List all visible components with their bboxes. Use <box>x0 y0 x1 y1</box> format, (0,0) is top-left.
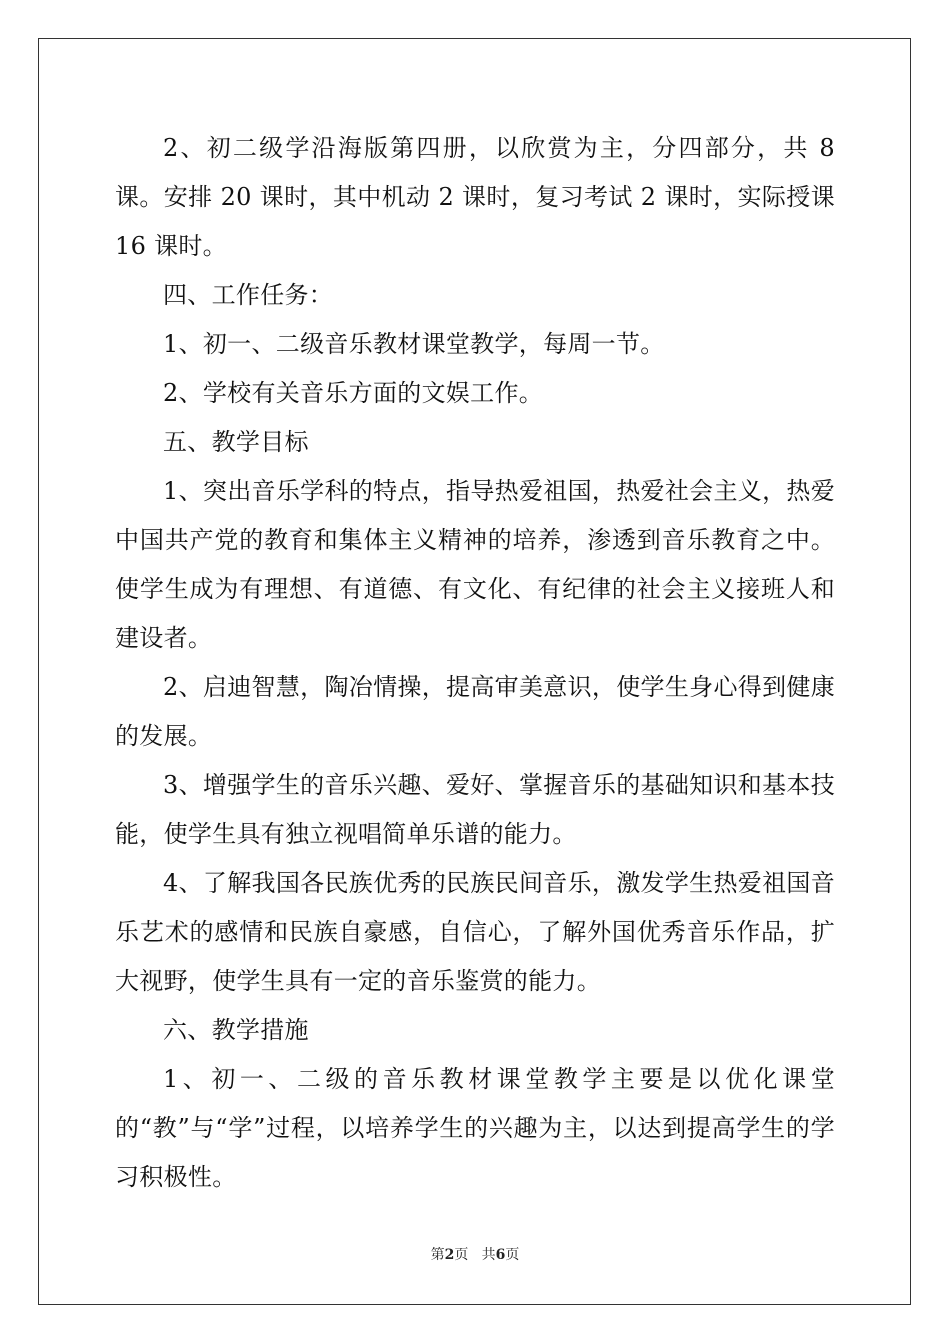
footer-total-suffix: 页 <box>505 1247 520 1263</box>
footer-page-suffix: 页 <box>454 1247 469 1263</box>
paragraph-task-2: 2、学校有关音乐方面的文娱工作。 <box>163 379 544 407</box>
paragraph-task-1: 1、初一、二级音乐教材课堂教学，每周一节。 <box>163 330 665 358</box>
heading-teaching-goals: 五、教学目标 <box>163 428 309 456</box>
page-footer <box>0 1244 950 1264</box>
heading-teaching-measures: 六、教学措施 <box>163 1016 309 1044</box>
footer-total-pages: 6 <box>495 1247 506 1263</box>
document-body <box>115 124 835 1202</box>
paragraph-goal-3: 3、增强学生的音乐兴趣、爱好、掌握音乐的基础知识和基本技能，使学生具有独立视唱简单乐谱的能力。 <box>115 771 835 848</box>
paragraph-goal-4: 4、了解我国各民族优秀的民族民间音乐，激发学生热爱祖国音乐艺术的感情和民族自豪感，自信心，了解外国优秀音乐作品，扩大视野，使学生具有一定的音乐鉴赏的能力。 <box>115 869 835 995</box>
footer-page-number: 2 <box>444 1247 455 1263</box>
paragraph-goal-1: 1、突出音乐学科的特点，指导热爱祖国，热爱社会主义，热爱中国共产党的教育和集体主义精神的培养，渗透到音乐教育之中。使学生成为有理想、有道德、有文化、有纪律的社会主义接班人和建设者。 <box>115 477 835 652</box>
footer-page-prefix: 第 <box>430 1247 445 1263</box>
paragraph-textbook-grade2: 2、初二级学沿海版第四册，以欣赏为主，分四部分，共 8 课。安排 20 课时，其中机动 2 课时，复习考试 2 课时，实际授课 16 课时。 <box>115 134 835 260</box>
heading-work-tasks: 四、工作任务： <box>163 281 334 309</box>
paragraph-goal-2: 2、启迪智慧，陶冶情操，提高审美意识，使学生身心得到健康的发展。 <box>115 673 835 750</box>
paragraph-measure-1: 1、初一、二级的音乐教材课堂教学主要是以优化课堂的“教”与“学”过程，以培养学生的兴趣为主，以达到提高学生的学习积极性。 <box>115 1065 835 1191</box>
footer-total-prefix: 共 <box>481 1247 496 1263</box>
